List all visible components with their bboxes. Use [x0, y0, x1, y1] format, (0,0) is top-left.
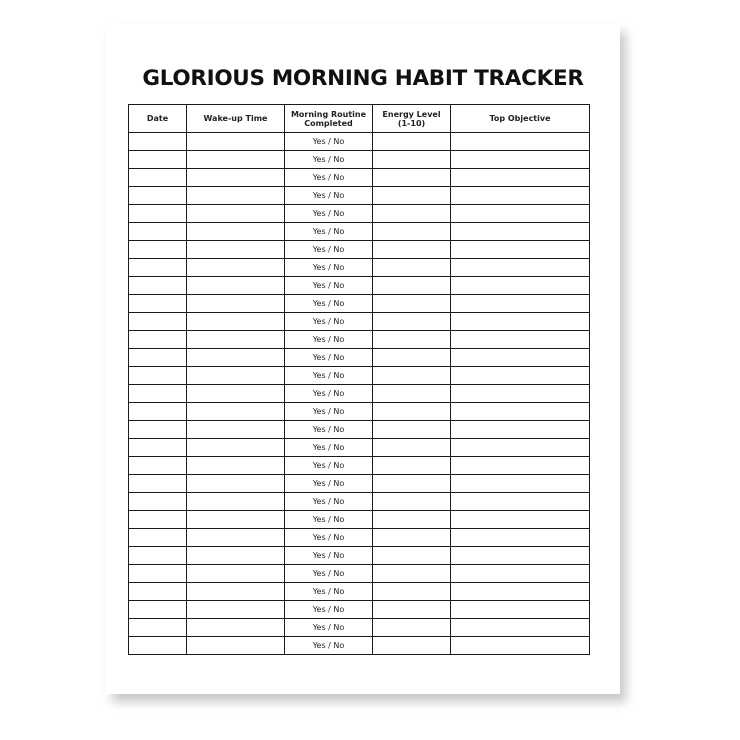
table-body	[129, 133, 590, 655]
wake-up-time-cell[interactable]	[187, 205, 285, 223]
table-row	[129, 259, 590, 277]
routine-cell: Yes / No	[285, 223, 373, 241]
date-cell[interactable]	[129, 403, 187, 421]
date-cell[interactable]	[129, 349, 187, 367]
date-cell[interactable]	[129, 547, 187, 565]
wake-up-time-cell[interactable]	[187, 547, 285, 565]
top-objective-cell[interactable]	[451, 457, 590, 475]
energy-level-cell[interactable]	[373, 277, 451, 295]
table-row	[129, 349, 590, 367]
table-row	[129, 439, 590, 457]
top-objective-cell[interactable]	[451, 313, 590, 331]
energy-level-cell[interactable]	[373, 637, 451, 655]
top-objective-cell[interactable]	[451, 367, 590, 385]
top-objective-cell[interactable]	[451, 223, 590, 241]
routine-cell: Yes / No	[285, 367, 373, 385]
table-row	[129, 313, 590, 331]
date-cell[interactable]	[129, 223, 187, 241]
table-row	[129, 277, 590, 295]
routine-cell: Yes / No	[285, 565, 373, 583]
energy-level-cell[interactable]	[373, 331, 451, 349]
table-row	[129, 583, 590, 601]
date-cell[interactable]	[129, 601, 187, 619]
routine-cell: Yes / No	[285, 493, 373, 511]
wake-up-time-cell[interactable]	[187, 223, 285, 241]
top-objective-cell[interactable]	[451, 259, 590, 277]
table-row	[129, 151, 590, 169]
routine-cell: Yes / No	[285, 313, 373, 331]
energy-level-cell[interactable]	[373, 151, 451, 169]
table-row	[129, 421, 590, 439]
routine-cell: Yes / No	[285, 421, 373, 439]
wake-up-time-cell[interactable]	[187, 565, 285, 583]
table-row	[129, 529, 590, 547]
header-date: Date	[129, 105, 187, 133]
date-cell[interactable]	[129, 385, 187, 403]
wake-up-time-cell[interactable]	[187, 529, 285, 547]
date-cell[interactable]	[129, 259, 187, 277]
wake-up-time-cell[interactable]	[187, 457, 285, 475]
energy-level-cell[interactable]	[373, 511, 451, 529]
date-cell[interactable]	[129, 169, 187, 187]
routine-cell: Yes / No	[285, 547, 373, 565]
energy-level-cell[interactable]	[373, 313, 451, 331]
header-energy-line1: Energy Level	[382, 109, 441, 119]
top-objective-cell[interactable]	[451, 169, 590, 187]
table-row	[129, 223, 590, 241]
top-objective-cell[interactable]	[451, 493, 590, 511]
table-row	[129, 457, 590, 475]
energy-level-cell[interactable]	[373, 493, 451, 511]
header-top-objective: Top Objective	[451, 105, 590, 133]
energy-level-cell[interactable]	[373, 601, 451, 619]
routine-cell: Yes / No	[285, 385, 373, 403]
table-row	[129, 475, 590, 493]
wake-up-time-cell[interactable]	[187, 241, 285, 259]
top-objective-cell[interactable]	[451, 295, 590, 313]
energy-level-cell[interactable]	[373, 547, 451, 565]
energy-level-cell[interactable]	[373, 421, 451, 439]
routine-cell: Yes / No	[285, 439, 373, 457]
date-cell[interactable]	[129, 511, 187, 529]
wake-up-time-cell[interactable]	[187, 583, 285, 601]
routine-cell: Yes / No	[285, 151, 373, 169]
routine-cell: Yes / No	[285, 331, 373, 349]
routine-cell: Yes / No	[285, 349, 373, 367]
top-objective-cell[interactable]	[451, 385, 590, 403]
energy-level-cell[interactable]	[373, 583, 451, 601]
table-row	[129, 493, 590, 511]
wake-up-time-cell[interactable]	[187, 331, 285, 349]
routine-cell: Yes / No	[285, 169, 373, 187]
top-objective-cell[interactable]	[451, 547, 590, 565]
top-objective-cell[interactable]	[451, 601, 590, 619]
wake-up-time-cell[interactable]	[187, 403, 285, 421]
routine-cell: Yes / No	[285, 457, 373, 475]
wake-up-time-cell[interactable]	[187, 385, 285, 403]
energy-level-cell[interactable]	[373, 349, 451, 367]
wake-up-time-cell[interactable]	[187, 277, 285, 295]
header-wake-up-time: Wake-up Time	[187, 105, 285, 133]
energy-level-cell[interactable]	[373, 565, 451, 583]
energy-level-cell[interactable]	[373, 403, 451, 421]
routine-cell: Yes / No	[285, 601, 373, 619]
table-row	[129, 565, 590, 583]
date-cell[interactable]	[129, 331, 187, 349]
date-cell[interactable]	[129, 367, 187, 385]
top-objective-cell[interactable]	[451, 349, 590, 367]
routine-cell: Yes / No	[285, 259, 373, 277]
wake-up-time-cell[interactable]	[187, 421, 285, 439]
table-row	[129, 367, 590, 385]
header-routine-line2: Completed	[304, 118, 353, 128]
table-row	[129, 403, 590, 421]
header-morning-routine	[285, 105, 373, 133]
wake-up-time-cell[interactable]	[187, 187, 285, 205]
date-cell[interactable]	[129, 529, 187, 547]
wake-up-time-cell[interactable]	[187, 349, 285, 367]
routine-cell: Yes / No	[285, 187, 373, 205]
table-row	[129, 133, 590, 151]
date-cell[interactable]	[129, 151, 187, 169]
header-energy-level	[373, 105, 451, 133]
routine-cell: Yes / No	[285, 133, 373, 151]
date-cell[interactable]	[129, 277, 187, 295]
table-row	[129, 619, 590, 637]
table-row	[129, 511, 590, 529]
routine-cell: Yes / No	[285, 241, 373, 259]
wake-up-time-cell[interactable]	[187, 637, 285, 655]
energy-level-cell[interactable]	[373, 457, 451, 475]
date-cell[interactable]	[129, 439, 187, 457]
top-objective-cell[interactable]	[451, 565, 590, 583]
energy-level-cell[interactable]	[373, 169, 451, 187]
table-row	[129, 187, 590, 205]
energy-level-cell[interactable]	[373, 619, 451, 637]
energy-level-cell[interactable]	[373, 367, 451, 385]
date-cell[interactable]	[129, 313, 187, 331]
top-objective-cell[interactable]	[451, 133, 590, 151]
habit-table	[128, 104, 590, 655]
date-cell[interactable]	[129, 619, 187, 637]
top-objective-cell[interactable]	[451, 151, 590, 169]
date-cell[interactable]	[129, 637, 187, 655]
top-objective-cell[interactable]	[451, 187, 590, 205]
date-cell[interactable]	[129, 421, 187, 439]
routine-cell: Yes / No	[285, 583, 373, 601]
top-objective-cell[interactable]	[451, 331, 590, 349]
date-cell[interactable]	[129, 493, 187, 511]
routine-cell: Yes / No	[285, 529, 373, 547]
top-objective-cell[interactable]	[451, 511, 590, 529]
top-objective-cell[interactable]	[451, 421, 590, 439]
date-cell[interactable]	[129, 475, 187, 493]
table-row	[129, 205, 590, 223]
date-cell[interactable]	[129, 205, 187, 223]
routine-cell: Yes / No	[285, 511, 373, 529]
energy-level-cell[interactable]	[373, 475, 451, 493]
date-cell[interactable]	[129, 133, 187, 151]
wake-up-time-cell[interactable]	[187, 619, 285, 637]
header-energy-line2: (1-10)	[397, 118, 426, 128]
energy-level-cell[interactable]	[373, 187, 451, 205]
routine-cell: Yes / No	[285, 475, 373, 493]
date-cell[interactable]	[129, 583, 187, 601]
top-objective-cell[interactable]	[451, 205, 590, 223]
top-objective-cell[interactable]	[451, 619, 590, 637]
date-cell[interactable]	[129, 187, 187, 205]
date-cell[interactable]	[129, 241, 187, 259]
table-row	[129, 169, 590, 187]
wake-up-time-cell[interactable]	[187, 169, 285, 187]
routine-cell: Yes / No	[285, 403, 373, 421]
top-objective-cell[interactable]	[451, 583, 590, 601]
top-objective-cell[interactable]	[451, 475, 590, 493]
table-row	[129, 385, 590, 403]
wake-up-time-cell[interactable]	[187, 475, 285, 493]
energy-level-cell[interactable]	[373, 241, 451, 259]
top-objective-cell[interactable]	[451, 277, 590, 295]
wake-up-time-cell[interactable]	[187, 259, 285, 277]
table-row	[129, 295, 590, 313]
routine-cell: Yes / No	[285, 205, 373, 223]
energy-level-cell[interactable]	[373, 295, 451, 313]
top-objective-cell[interactable]	[451, 637, 590, 655]
top-objective-cell[interactable]	[451, 241, 590, 259]
table-row	[129, 601, 590, 619]
date-cell[interactable]	[129, 565, 187, 583]
page-title: GLORIOUS MORNING HABIT TRACKER	[142, 66, 584, 91]
energy-level-cell[interactable]	[373, 529, 451, 547]
wake-up-time-cell[interactable]	[187, 439, 285, 457]
table-row	[129, 241, 590, 259]
energy-level-cell[interactable]	[373, 223, 451, 241]
routine-cell: Yes / No	[285, 295, 373, 313]
routine-cell: Yes / No	[285, 637, 373, 655]
routine-cell: Yes / No	[285, 619, 373, 637]
table-row	[129, 331, 590, 349]
energy-level-cell[interactable]	[373, 205, 451, 223]
energy-level-cell[interactable]	[373, 439, 451, 457]
header-row	[129, 105, 590, 133]
wake-up-time-cell[interactable]	[187, 151, 285, 169]
wake-up-time-cell[interactable]	[187, 367, 285, 385]
header-routine-line1: Morning Routine	[290, 109, 367, 119]
energy-level-cell[interactable]	[373, 259, 451, 277]
table-row	[129, 547, 590, 565]
top-objective-cell[interactable]	[451, 529, 590, 547]
wake-up-time-cell[interactable]	[187, 511, 285, 529]
table-row	[129, 637, 590, 655]
routine-cell: Yes / No	[285, 277, 373, 295]
wake-up-time-cell[interactable]	[187, 133, 285, 151]
top-objective-cell[interactable]	[451, 403, 590, 421]
wake-up-time-cell[interactable]	[187, 601, 285, 619]
energy-level-cell[interactable]	[373, 133, 451, 151]
tracker-page	[106, 24, 620, 694]
date-cell[interactable]	[129, 295, 187, 313]
wake-up-time-cell[interactable]	[187, 295, 285, 313]
date-cell[interactable]	[129, 457, 187, 475]
wake-up-time-cell[interactable]	[187, 493, 285, 511]
wake-up-time-cell[interactable]	[187, 313, 285, 331]
energy-level-cell[interactable]	[373, 385, 451, 403]
top-objective-cell[interactable]	[451, 439, 590, 457]
